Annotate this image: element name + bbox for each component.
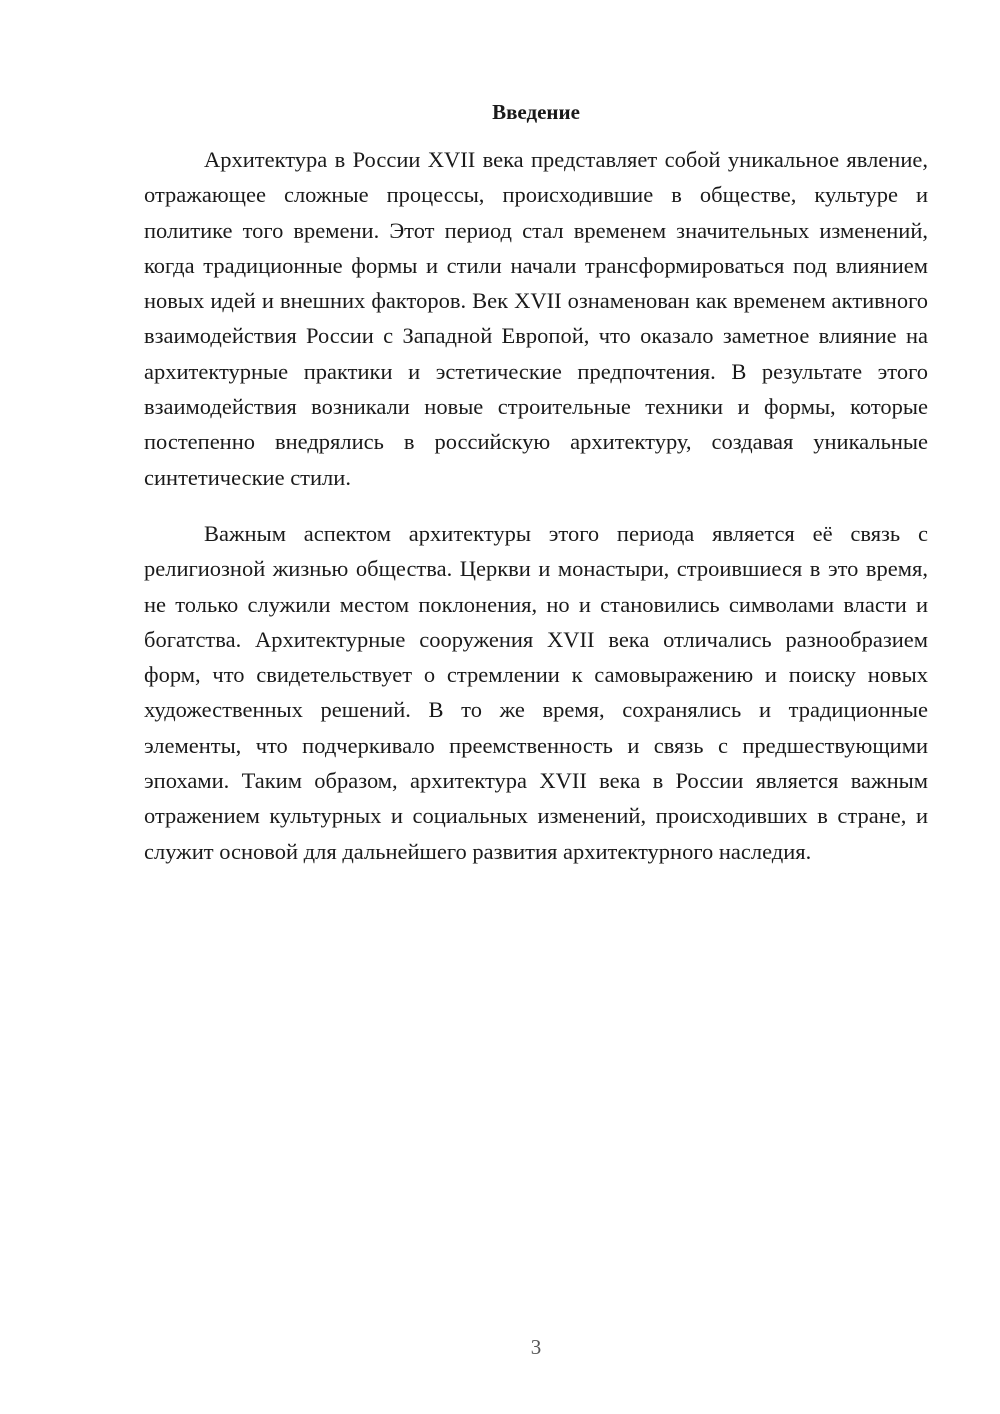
section-heading: Введение	[492, 100, 580, 124]
body-text	[144, 142, 928, 869]
page-number: 3	[530, 1335, 542, 1359]
paragraph-2: Важным аспектом архитектуры этого периода является её связь с религиозной жизнью общества. Церкви и монастыри, строившиеся в это время, не только служили местом поклонения, но и становились символами власти и богатства. Архитектурные сооружения XVII века отличались разнообразием форм, что свидетельствует о стремлении к самовыражению и поиску новых художественных решений. В то же время, сохранялись и традиционные элементы, что подчеркивало преемственность и связь с предшествующими эпохами. Таким образом, архитектура XVII века в России является важным отражением культурных и социальных изменений, происходивших в стране, и служит основой для дальнейшего развития архитектурного наследия.	[144, 520, 928, 864]
paragraph-1: Архитектура в России XVII века представляет собой уникальное явление, отражающее сложные процессы, происходившие в обществе, культуре и политике того времени. Этот период стал временем значительных изменений, когда традиционные формы и стили начали трансформироваться под влиянием новых идей и внешних факторов. Век XVII ознаменован как временем активного взаимодействия России с Западной Европой, что оказало заметное влияние на архитектурные практики и эстетические предпочтения. В результате этого взаимодействия возникали новые строительные техники и формы, которые постепенно внедрялись в российскую архитектуру, создавая уникальные синтетические стили.	[144, 147, 928, 490]
